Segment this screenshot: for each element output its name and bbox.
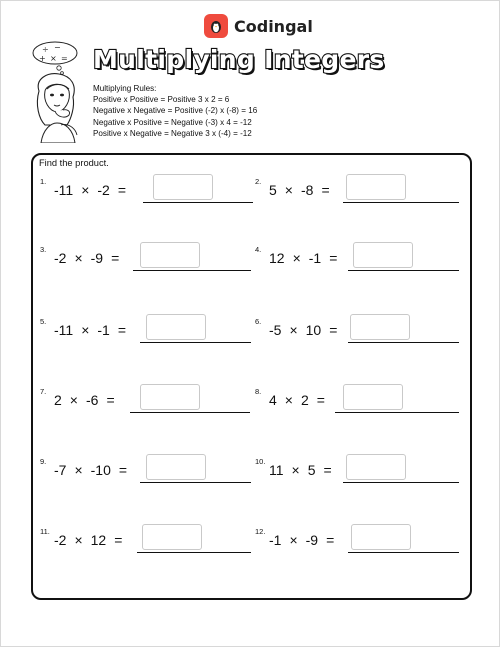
problem-number: 9.	[40, 457, 47, 466]
problems-box	[31, 153, 472, 600]
answer-line	[335, 412, 459, 413]
problem-number: 6.	[255, 317, 262, 326]
answer-input[interactable]	[142, 524, 202, 550]
problem-expression: 4 × 2 =	[269, 392, 325, 408]
plus-symbol: +	[39, 54, 46, 63]
brand	[204, 13, 313, 39]
answer-input[interactable]	[351, 524, 411, 550]
page-title: Multiplying Integers	[93, 45, 385, 74]
answer-line	[130, 412, 250, 413]
rule-line: Negative x Negative = Positive (-2) x (-8) = 16	[93, 106, 258, 116]
answer-line	[348, 342, 459, 343]
problem-expression: -11 × -1 =	[54, 322, 127, 338]
rule-line: Positive x Positive = Positive 3 x 2 = 6	[93, 95, 230, 105]
problem-expression: 12 × -1 =	[269, 250, 338, 266]
answer-input[interactable]	[346, 454, 406, 480]
problem-number: 2.	[255, 177, 262, 186]
answer-input[interactable]	[140, 384, 200, 410]
answer-line	[343, 482, 459, 483]
divide-symbol: ÷	[42, 45, 49, 54]
problem-number: 3.	[40, 245, 47, 254]
problem-expression: -2 × -9 =	[54, 250, 120, 266]
answer-input[interactable]	[146, 454, 206, 480]
answer-input[interactable]	[153, 174, 213, 200]
problem-expression: -7 × -10 =	[54, 462, 128, 478]
problem-number: 12.	[255, 527, 266, 536]
problem-expression: -11 × -2 =	[54, 182, 127, 198]
rule-line: Negative x Positive = Negative (-3) x 4 = -12	[93, 117, 252, 127]
answer-input[interactable]	[346, 174, 406, 200]
problem-number: 7.	[40, 387, 47, 396]
answer-line	[133, 270, 251, 271]
answer-line	[343, 202, 459, 203]
answer-input[interactable]	[350, 314, 410, 340]
problem-number: 11.	[40, 527, 50, 536]
instruction: Find the product.	[39, 158, 109, 168]
answer-input[interactable]	[353, 242, 413, 268]
problem-number: 4.	[255, 245, 262, 254]
times-symbol: ×	[50, 54, 57, 63]
answer-input[interactable]	[140, 242, 200, 268]
problem-number: 5.	[40, 317, 47, 326]
answer-line	[143, 202, 253, 203]
equals-symbol: =	[61, 54, 68, 63]
multiplying-rules	[93, 83, 257, 139]
answer-line	[140, 482, 251, 483]
problem-expression: -2 × 12 =	[54, 532, 123, 548]
answer-line	[140, 342, 251, 343]
rule-line: Positive x Negative = Negative 3 x (-4) = -12	[93, 128, 252, 138]
rules-heading: Multiplying Rules:	[93, 84, 157, 93]
answer-line	[137, 552, 251, 553]
penguin-logo-icon	[204, 14, 228, 38]
problem-expression: 11 × 5 =	[269, 462, 332, 478]
problem-expression: -5 × 10 =	[269, 322, 338, 338]
thinking-girl-illustration	[25, 39, 89, 143]
problem-number: 1.	[40, 177, 47, 186]
answer-line	[348, 270, 459, 271]
problem-expression: 5 × -8 =	[269, 182, 330, 198]
answer-line	[348, 552, 459, 553]
problem-expression: 2 × -6 =	[54, 392, 115, 408]
brand-name: Codingal	[234, 16, 313, 36]
problem-expression: -1 × -9 =	[269, 532, 335, 548]
answer-input[interactable]	[146, 314, 206, 340]
answer-input[interactable]	[343, 384, 403, 410]
problem-number: 8.	[255, 387, 262, 396]
problem-number: 10.	[255, 457, 266, 466]
minus-symbol: −	[54, 43, 61, 52]
